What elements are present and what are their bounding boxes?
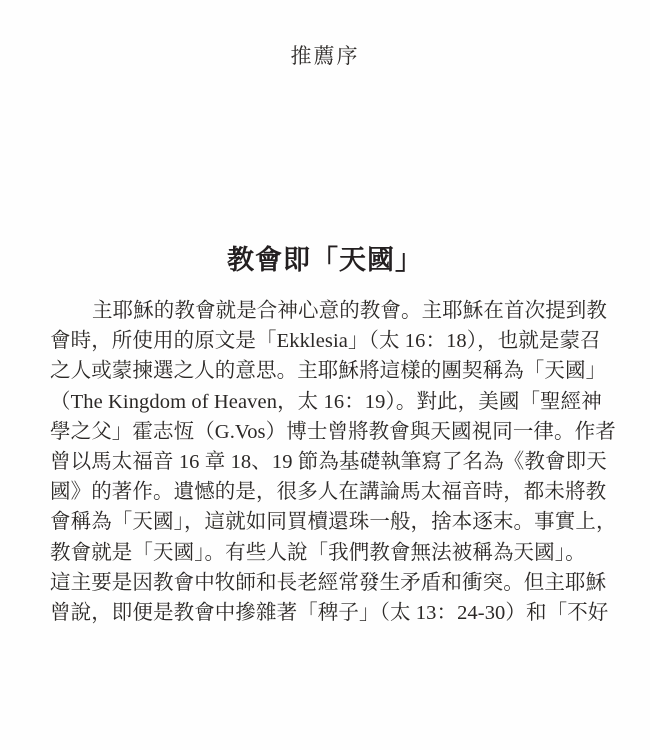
- body-line: 主耶穌的教會就是合神心意的教會。主耶穌在首次提到教: [92, 300, 607, 322]
- body-line: 這主要是因教會中牧師和長老經常發生矛盾和衝突。但主耶穌: [50, 571, 607, 594]
- body-line: 會時，所使用的原文是「Ekklesia」（太 16：18），也就是蒙召: [50, 330, 601, 353]
- body-line: 學之父」霍志恆（G.Vos）博士曾將教會與天國視同一律。作者: [50, 420, 616, 443]
- body-line: 國》的著作。遺憾的是，很多人在講論馬太福音時，都未將教: [50, 481, 607, 504]
- body-line: 教會就是「天國」。有些人說「我們教會無法被稱為天國」。: [50, 541, 586, 564]
- body-line: 曾說，即便是教會中摻雜著「稗子」（太 13：24-30）和「不好: [50, 602, 609, 625]
- body-line: （The Kingdom of Heaven，太 16：19）。對此，美國「聖經神: [50, 390, 602, 413]
- body-text-block: [50, 296, 617, 628]
- body-line: 之人或蒙揀選之人的意思。主耶穌將這樣的團契稱為「天國」: [50, 360, 607, 383]
- body-line: 曾以馬太福音 16 章 18、19 節為基礎執筆寫了名為《教會即天: [50, 451, 607, 474]
- body-line: 會稱為「天國」，這就如同買櫝還珠一般，捨本逐末。事實上，: [50, 511, 617, 534]
- chapter-title: 教會即「天國」: [227, 245, 423, 276]
- running-head: 推薦序: [290, 45, 360, 68]
